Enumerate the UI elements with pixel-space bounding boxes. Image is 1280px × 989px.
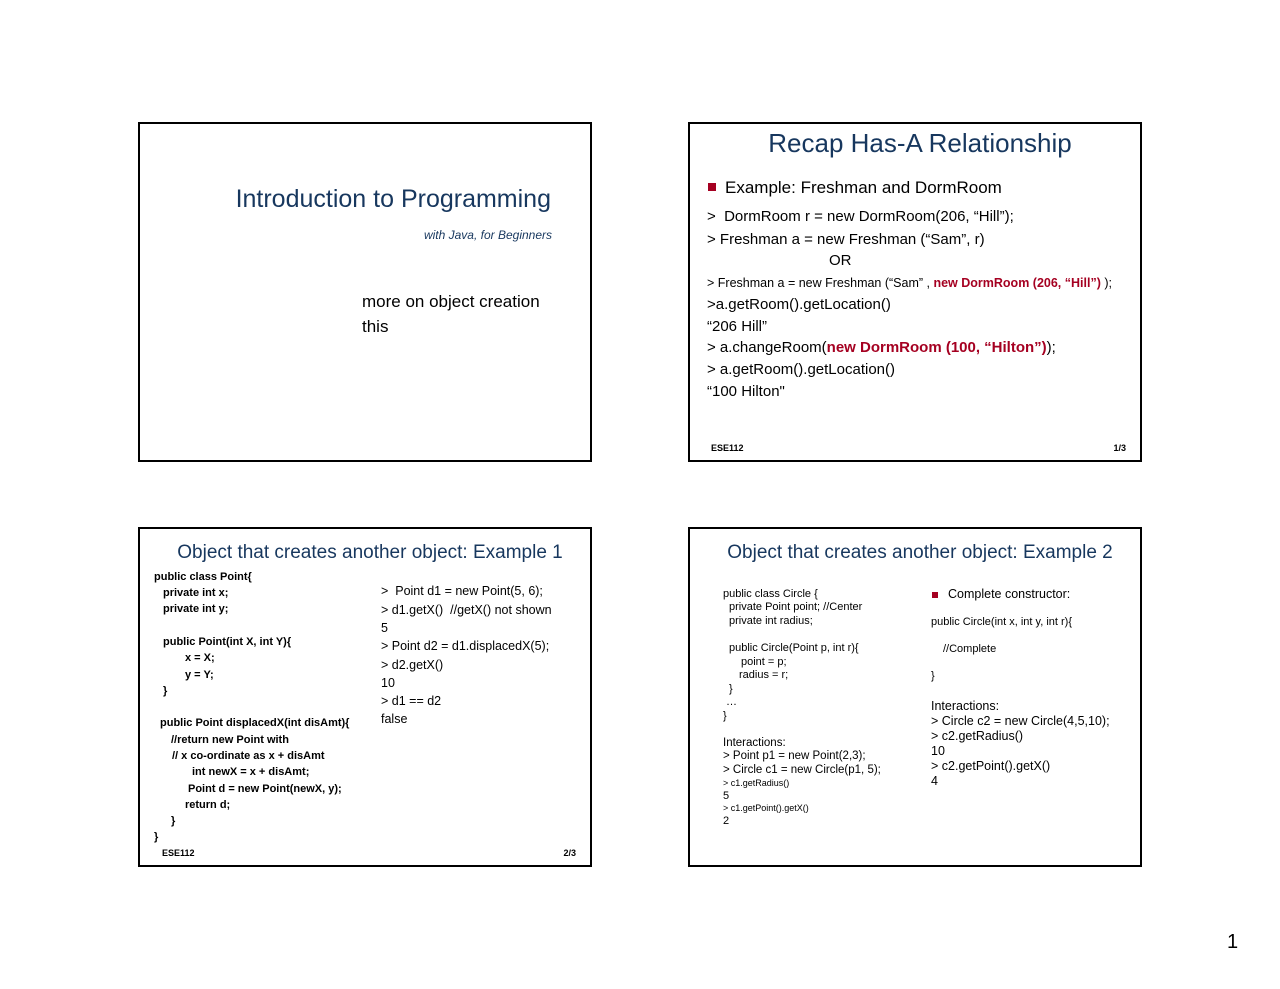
code-line: public Circle(int x, int y, int r){ xyxy=(931,616,1073,628)
interaction-line: 10 xyxy=(931,744,945,758)
bullet-icon xyxy=(932,592,938,598)
interaction-line: > Point p1 = new Point(2,3); xyxy=(723,750,866,762)
code-line: } xyxy=(931,670,935,682)
code-line: OR xyxy=(829,252,852,269)
code-text: > a.changeRoom( xyxy=(707,339,827,356)
slide-text: more on object creation xyxy=(362,292,540,311)
slide-subtitle: with Java, for Beginners xyxy=(423,228,552,242)
interaction-line: > d1.getX() //getX() not shown xyxy=(381,603,552,617)
slide-4 xyxy=(688,527,1142,867)
slide-footer: ESE112 xyxy=(711,443,744,453)
slide-title: Recap Has-A Relationship xyxy=(768,128,1072,158)
code-line: point = p; xyxy=(741,656,787,668)
code-line: y = Y; xyxy=(185,669,214,681)
code-line: > Freshman a = new Freshman (“Sam”, r) xyxy=(707,231,985,248)
code-line: } xyxy=(723,710,727,722)
code-line: “206 Hill” xyxy=(707,318,768,335)
interaction-line: Interactions: xyxy=(723,737,786,749)
code-line: } xyxy=(171,815,176,827)
code-line: radius = r; xyxy=(739,669,789,681)
code-highlight: new DormRoom (100, “Hilton”) xyxy=(826,339,1047,356)
code-line: “100 Hilton" xyxy=(707,383,785,400)
interaction-line: > d2.getX() xyxy=(381,658,444,672)
code-line: } xyxy=(729,683,733,695)
code-line: public Point displacedX(int disAmt){ xyxy=(160,717,350,729)
interaction-line: Interactions: xyxy=(931,699,1000,713)
slide-title: Object that creates another object: Example 2 xyxy=(727,542,1113,563)
code-line: public Circle(Point p, int r){ xyxy=(729,642,859,654)
slide-2 xyxy=(688,122,1142,462)
bullet-text: Example: Freshman and DormRoom xyxy=(725,178,1002,197)
interaction-line: > c1.getPoint().getX() xyxy=(723,803,809,813)
code-line: public class Circle { xyxy=(723,588,818,600)
code-line: } xyxy=(163,685,168,697)
slide-number: 1/3 xyxy=(1113,443,1126,453)
slide-title: Introduction to Programming xyxy=(235,185,551,213)
code-line: // x co-ordinate as x + disAmt xyxy=(172,750,325,762)
page-number: 1 xyxy=(1227,931,1239,953)
interaction-line: > Point d1 = new Point(5, 6); xyxy=(381,584,543,598)
interaction-line: 5 xyxy=(381,621,388,635)
code-line: private int y; xyxy=(163,603,229,615)
code-line: //Complete xyxy=(943,643,997,655)
interaction-line: 5 xyxy=(723,790,730,802)
interaction-line: > d1 == d2 xyxy=(381,694,442,708)
code-line: } xyxy=(154,831,159,843)
interaction-line: 2 xyxy=(723,815,730,827)
code-line: > DormRoom r = new DormRoom(206, “Hill”); xyxy=(707,208,1014,225)
code-line: int newX = x + disAmt; xyxy=(192,766,310,778)
interaction-line: > Point d2 = d1.displacedX(5); xyxy=(381,639,550,653)
code-line xyxy=(707,277,1112,290)
code-line: private int x; xyxy=(163,587,229,599)
code-line: … xyxy=(726,696,737,708)
slide-title: Object that creates another object: Example 1 xyxy=(177,542,563,563)
interaction-line: > c1.getRadius() xyxy=(723,778,790,788)
code-line: >a.getRoom().getLocation() xyxy=(707,296,891,313)
code-line: private int radius; xyxy=(729,615,813,627)
code-line: public class Point{ xyxy=(154,571,252,583)
interaction-line: > c2.getRadius() xyxy=(931,729,1024,743)
code-line: private Point point; //Center xyxy=(729,601,863,613)
code-line: Point d = new Point(newX, y); xyxy=(188,783,342,795)
interaction-line: 4 xyxy=(931,774,938,788)
code-line: return d; xyxy=(185,799,231,811)
bullet-icon xyxy=(708,183,716,191)
interaction-line: false xyxy=(381,712,408,726)
code-line: x = X; xyxy=(185,652,215,664)
code-line: public Point(int X, int Y){ xyxy=(163,636,292,648)
interaction-line: > c2.getPoint().getX() xyxy=(931,759,1051,773)
interaction-line: 10 xyxy=(381,676,395,690)
interaction-line: > Circle c1 = new Circle(p1, 5); xyxy=(723,764,881,776)
code-line xyxy=(707,340,1056,355)
code-text: > Freshman a = new Freshman (“Sam” , xyxy=(707,276,934,290)
code-highlight: new DormRoom (206, “Hill”) xyxy=(933,276,1101,290)
slide-text: this xyxy=(362,317,389,336)
code-line: > a.getRoom().getLocation() xyxy=(707,361,896,378)
code-text: ); xyxy=(1046,339,1056,356)
code-text: ); xyxy=(1100,276,1112,290)
code-line: //return new Point with xyxy=(171,734,289,746)
slide-footer: ESE112 xyxy=(162,848,195,858)
interaction-line: > Circle c2 = new Circle(4,5,10); xyxy=(931,714,1110,728)
bullet-text: Complete constructor: xyxy=(948,587,1071,601)
slide-number: 2/3 xyxy=(563,848,576,858)
